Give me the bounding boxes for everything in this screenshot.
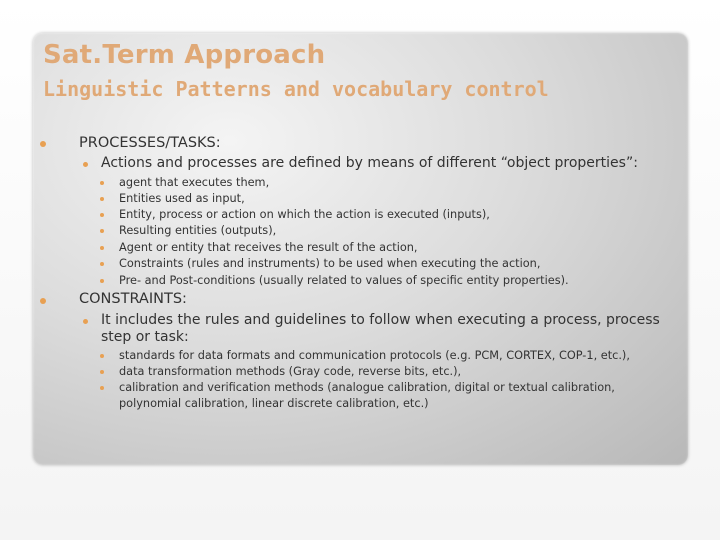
processes-item: agent that executes them, [119,176,270,189]
bullet-icon [100,229,104,233]
bullet-icon [100,262,104,266]
bullet-icon [100,197,104,201]
bullet-icon [40,298,46,304]
bullet-icon [83,162,88,167]
constraints-heading: CONSTRAINTS: [79,291,187,307]
constraints-intro: It includes the rules and guidelines to follow when executing a process, process step or task: [101,312,660,345]
slide-subtitle: Linguistic Patterns and vocabulary control [43,77,549,101]
bullet-icon [40,141,46,147]
bullet-icon [100,213,104,217]
processes-item: Entity, process or action on which the action is executed (inputs), [119,208,490,221]
processes-item: Constraints (rules and instruments) to be used when executing the action, [119,257,541,270]
processes-item: Resulting entities (outputs), [119,224,277,237]
bullet-icon [100,279,104,283]
constraints-item: calibration and verification methods (analogue calibration, digital or textual calibration, polynomial calibration, linear discrete calibration, etc.) [119,381,615,410]
processes-item: Agent or entity that receives the result of the action, [119,241,418,254]
bullet-icon [100,246,104,250]
bullet-icon [100,181,104,185]
bullet-icon [100,386,104,390]
processes-intro: Actions and processes are defined by means of different “object properties”: [101,155,638,171]
bullet-icon [100,354,104,358]
constraints-item: standards for data formats and communication protocols (e.g. PCM, CORTEX, COP-1, etc.), [119,349,630,362]
processes-heading: PROCESSES/TASKS: [79,135,221,151]
processes-item: Entities used as input, [119,192,245,205]
constraints-item: data transformation methods (Gray code, reverse bits, etc.), [119,365,462,378]
slide-title: Sat.Term Approach [43,40,326,70]
bullet-icon [100,370,104,374]
bullet-icon [83,319,88,324]
processes-item: Pre- and Post-conditions (usually related to values of specific entity properties). [119,274,569,287]
